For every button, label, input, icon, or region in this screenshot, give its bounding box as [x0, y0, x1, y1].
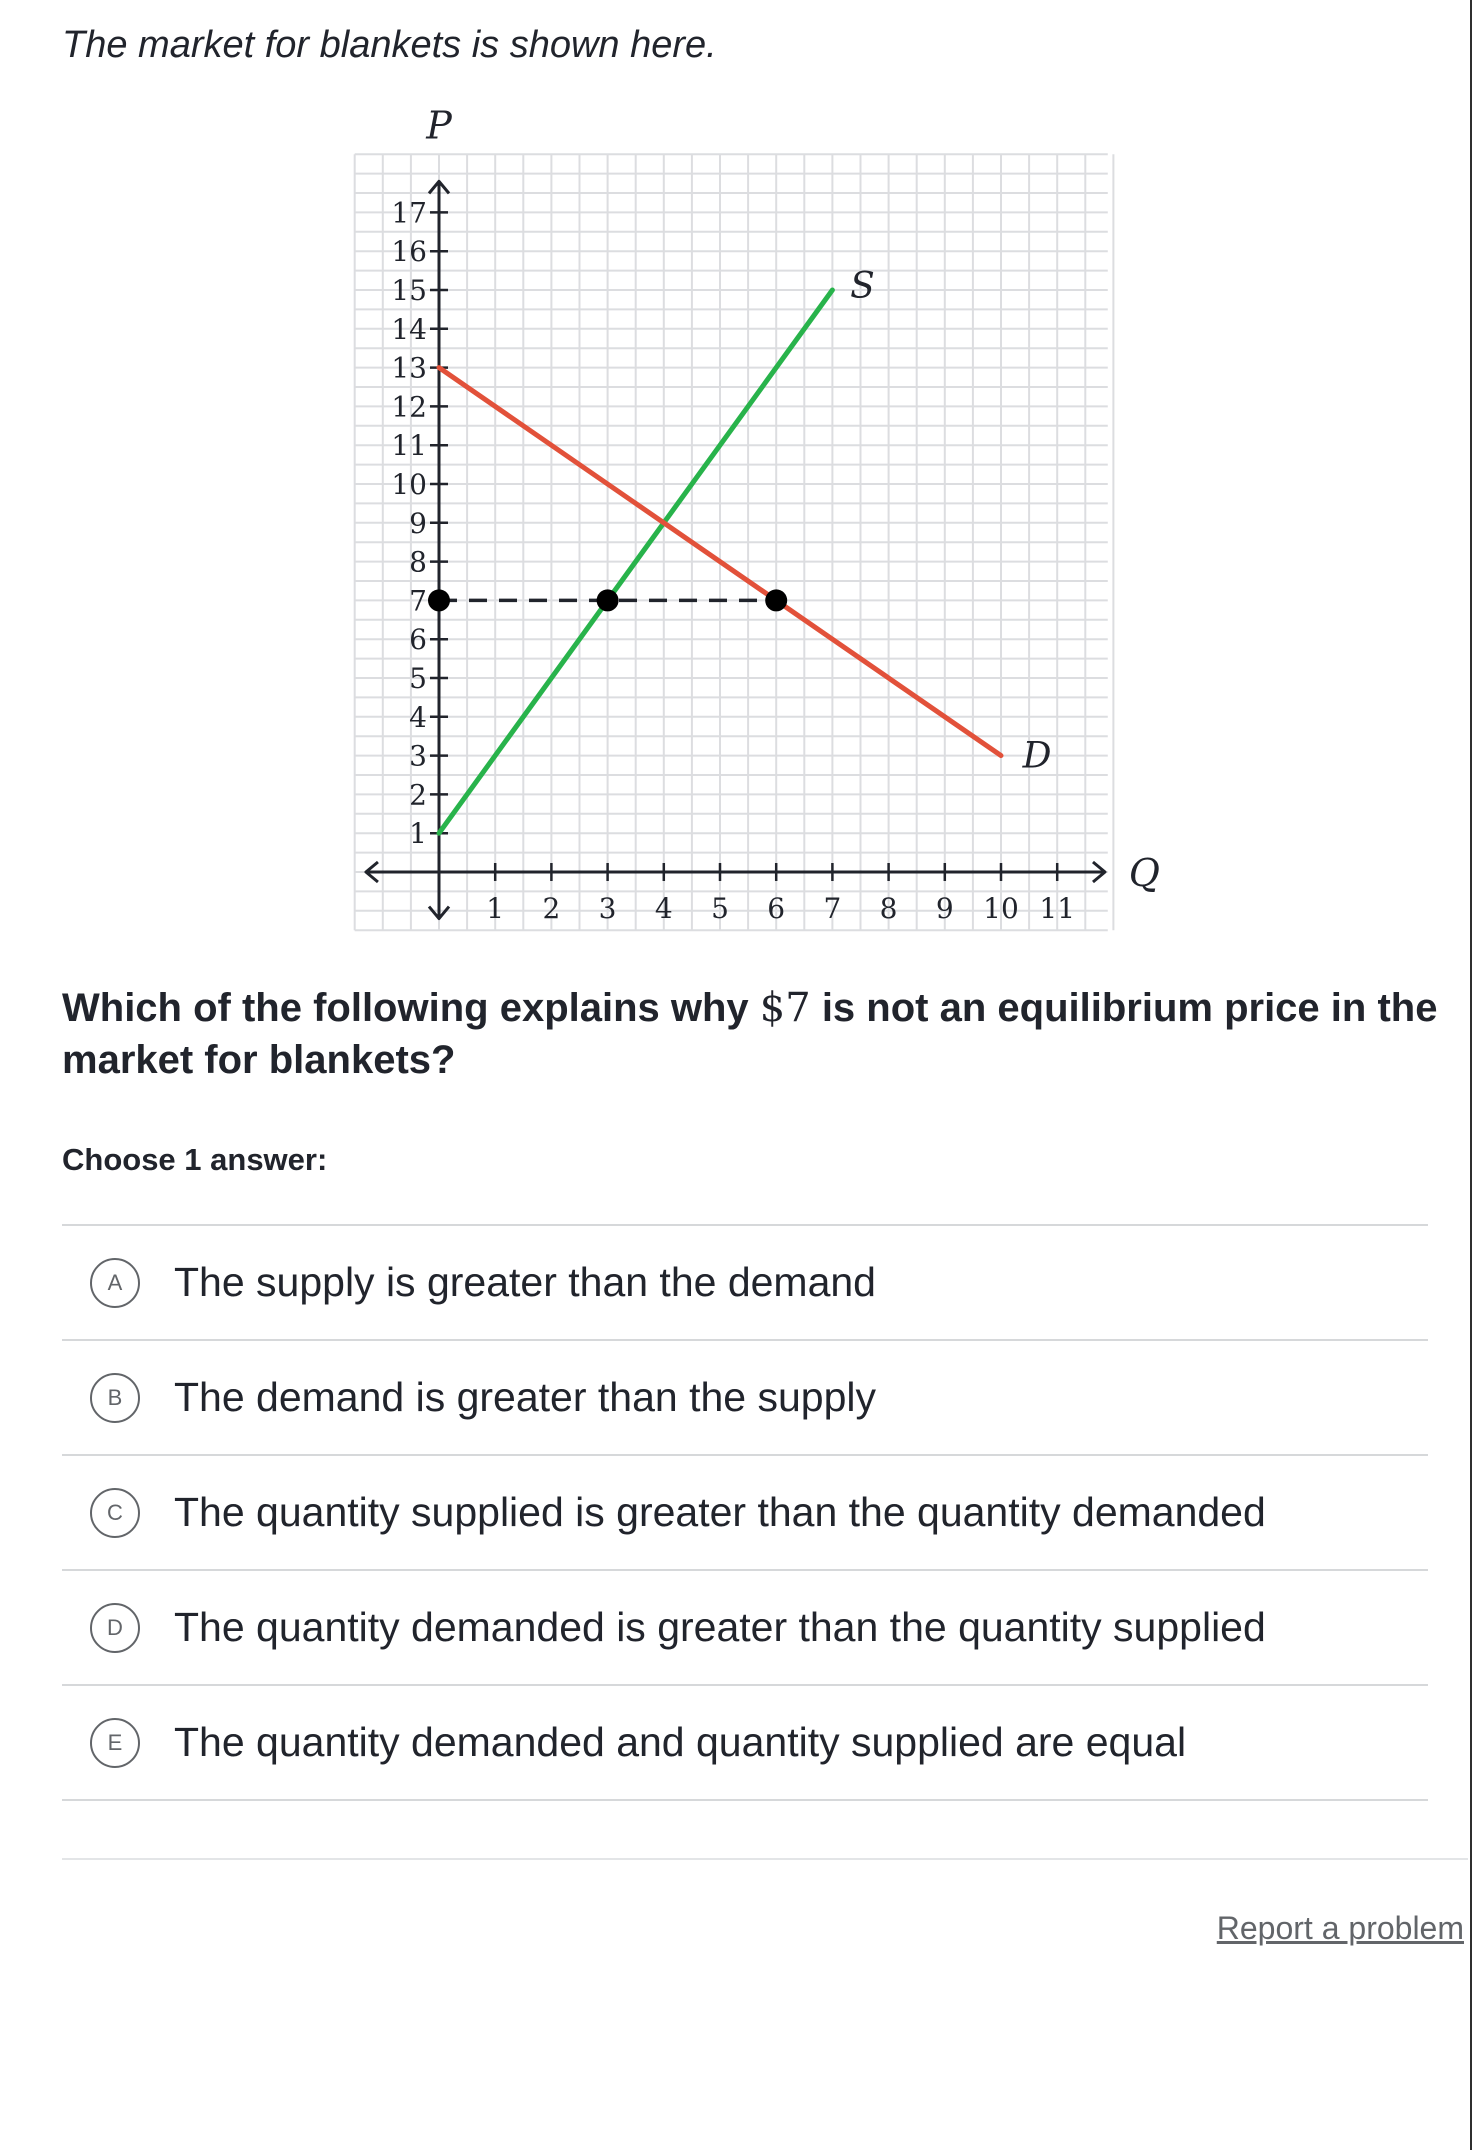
- y-tick-label: 13: [391, 351, 427, 385]
- y-tick-label: 14: [391, 312, 427, 346]
- y-tick-label: 11: [391, 429, 427, 463]
- data-point: [597, 589, 619, 611]
- x-tick-label: 5: [711, 892, 729, 925]
- y-tick-label: 2: [409, 778, 427, 812]
- x-tick-label: 6: [767, 892, 786, 925]
- x-tick-label: 2: [542, 892, 561, 925]
- data-point: [765, 589, 787, 611]
- x-tick-label: 1: [486, 892, 505, 925]
- y-tick-label: 12: [391, 390, 427, 424]
- x-tick-label: 8: [879, 892, 898, 925]
- y-axis-label: P: [426, 103, 452, 148]
- y-tick-label: 10: [391, 468, 427, 501]
- choice-a-radio[interactable]: A: [90, 1258, 140, 1308]
- y-tick-label: 9: [409, 506, 427, 540]
- choice-e-radio[interactable]: E: [90, 1718, 140, 1768]
- question-price: $7: [759, 985, 811, 1031]
- answer-choices: [62, 1224, 1428, 1801]
- intro-text: The market for blankets is shown here.: [62, 24, 717, 66]
- report-problem-link[interactable]: Report a problem: [1216, 1910, 1464, 1946]
- right-border: [1470, 0, 1472, 2150]
- question-before: Which of the following explains why: [62, 986, 760, 1030]
- x-tick-label: 4: [654, 892, 673, 925]
- x-tick-label: 11: [1039, 892, 1076, 925]
- supply-label: S: [850, 266, 875, 307]
- grid: [355, 154, 1114, 930]
- choice-c[interactable]: [62, 1454, 1428, 1569]
- choice-e[interactable]: [62, 1684, 1428, 1801]
- question-after: is not an equilibrium price in the market for blankets?: [62, 986, 1438, 1082]
- y-tick-label: 7: [409, 584, 427, 618]
- x-tick-label: 10: [983, 892, 1019, 925]
- choice-b[interactable]: [62, 1339, 1428, 1454]
- market-chart: [340, 100, 1200, 940]
- choose-label: Choose 1 answer:: [62, 1142, 328, 1177]
- x-axis-label: Q: [1128, 851, 1160, 895]
- question-text: [62, 982, 1442, 1086]
- y-tick-label: 15: [391, 274, 427, 307]
- y-tick-label: 16: [391, 235, 427, 269]
- x-tick-label: 7: [823, 892, 842, 925]
- choice-a[interactable]: [62, 1224, 1428, 1339]
- y-tick-label: 17: [391, 196, 427, 230]
- y-tick-label: 6: [409, 623, 427, 657]
- demand-label: D: [1022, 735, 1052, 777]
- x-tick-label: 3: [598, 892, 617, 925]
- y-tick-label: 5: [409, 662, 427, 695]
- choice-a-text: The supply is greater than the demand: [174, 1259, 876, 1305]
- data-point: [428, 589, 450, 611]
- footer-divider: [62, 1858, 1468, 1860]
- x-tick-label: 9: [935, 892, 954, 925]
- y-tick-label: 8: [409, 545, 427, 579]
- choice-e-text: The quantity demanded and quantity supplied are equal: [174, 1719, 1187, 1765]
- choice-c-text: The quantity supplied is greater than the quantity demanded: [174, 1489, 1266, 1535]
- choice-b-radio[interactable]: B: [90, 1373, 140, 1423]
- y-tick-label: 3: [409, 739, 427, 773]
- y-tick-label: 1: [409, 817, 427, 851]
- y-tick-label: 4: [409, 700, 427, 734]
- choice-b-text: The demand is greater than the supply: [174, 1374, 876, 1420]
- choice-c-radio[interactable]: C: [90, 1488, 140, 1538]
- choice-d-text: The quantity demanded is greater than the quantity supplied: [174, 1604, 1266, 1650]
- choice-d-radio[interactable]: D: [90, 1603, 140, 1653]
- choice-d[interactable]: [62, 1569, 1428, 1684]
